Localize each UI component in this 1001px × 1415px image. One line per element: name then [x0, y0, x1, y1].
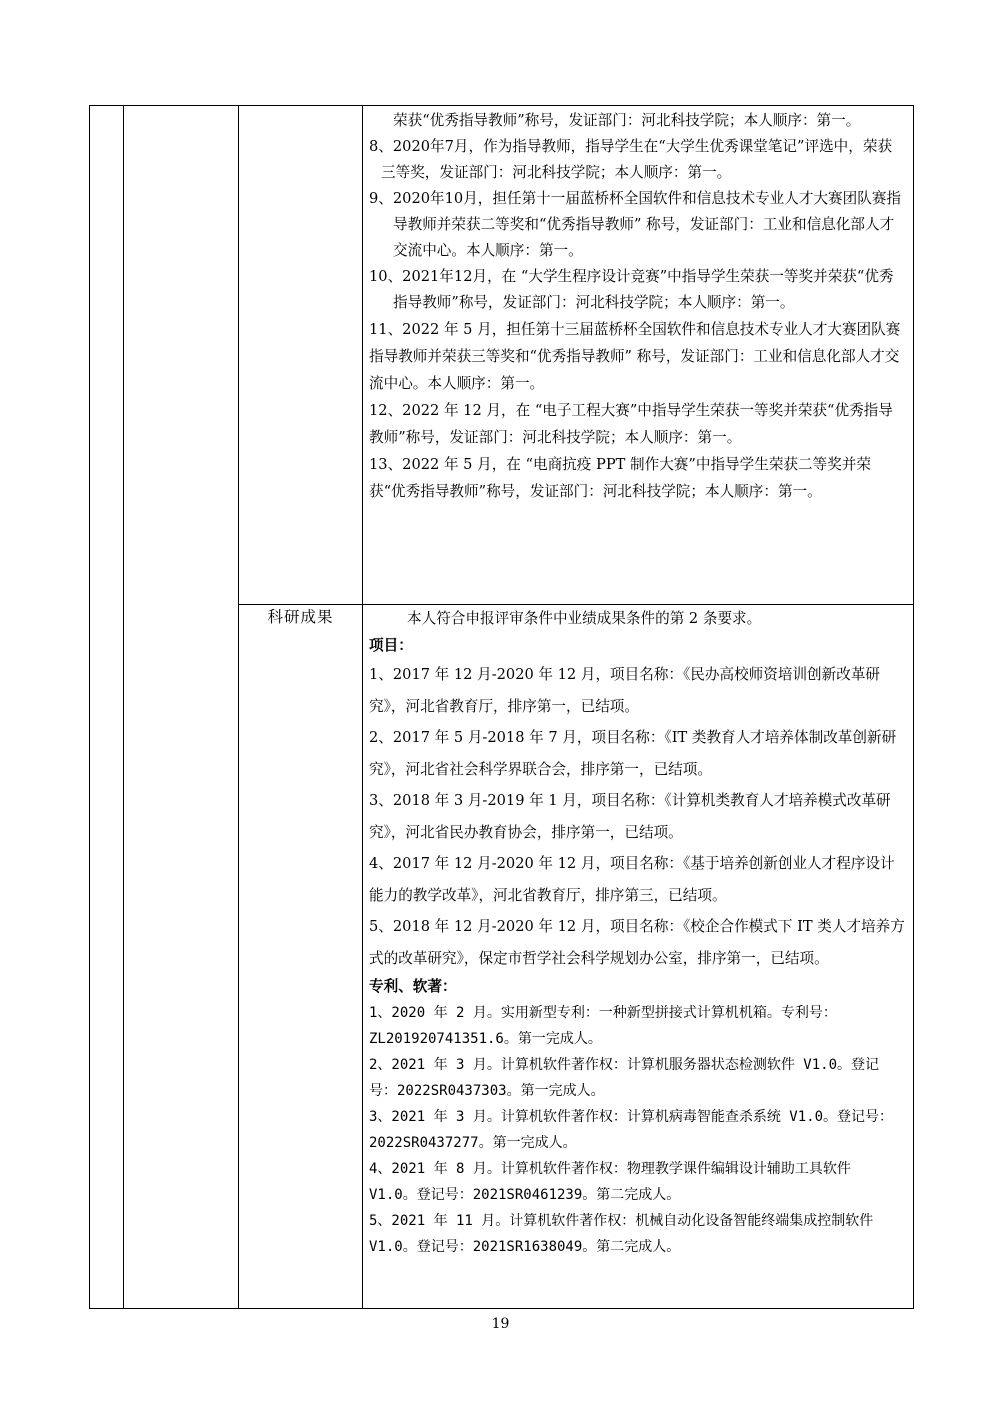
patent-item-5: 5、2021 年 11 月。计算机软件著作权：机械自动化设备智能终端集成控制软件 V1.0。登记号：2021SR1638049。第二完成人。	[369, 1213, 874, 1255]
blank-column-2	[124, 106, 239, 1309]
research-content-cell	[363, 605, 914, 1309]
awards-list	[363, 106, 913, 509]
project-item-3: 3、2018 年 3 月-2019 年 1 月，项目名称：《计算机类教育人才培养模式改革研究》，河北省民办教育协会，排序第一，已结项。	[369, 792, 891, 841]
project-item-4: 4、2017 年 12 月-2020 年 12 月，项目名称：《基于培养创新创业人才程序设计能力的教学改革》，河北省教育厅，排序第三，已结项。	[369, 855, 895, 904]
blank-column-1	[90, 106, 124, 1309]
patents-heading: 专利、软著：	[369, 978, 457, 995]
award-item-10: 10、2021年12月，在 “大学生程序设计竞赛”中指导学生荣获一等奖并荣获“优秀指导教师”称号，发证部门：河北科技学院；本人顺序：第一。	[369, 268, 894, 311]
page-number: 19	[491, 1316, 510, 1332]
awards-content-cell	[363, 106, 914, 605]
project-item-2: 2、2017 年 5 月-2018 年 7 月，项目名称：《IT 类教育人才培养体制改革创新研究》，河北省社会科学界联合会，排序第一，已结项。	[369, 729, 897, 778]
award-item-8: 8、2020年7月，作为指导教师，指导学生在“大学生优秀课堂笔记”评选中，荣获三等奖，发证部门：河北科技学院；本人顺序：第一。	[369, 138, 893, 181]
research-intro: 本人符合申报评审条件中业绩成果条件的第 2 条要求。	[407, 610, 762, 627]
research-content	[363, 605, 913, 1260]
award-item-12: 12、2022 年 12 月，在 “电子工程大赛”中指导学生荣获一等奖并荣获“优秀指导教师”称号，发证部门：河北科技学院；本人顺序：第一。	[369, 402, 893, 446]
awards-row	[90, 106, 914, 605]
research-label-cell	[239, 605, 363, 1309]
research-label: 科研成果	[267, 608, 334, 626]
awards-label-cell	[239, 106, 363, 605]
award-item-9: 9、2020年10月，担任第十一届蓝桥杯全国软件和信息技术专业人才大赛团队赛指导教师并荣获二等奖和“优秀指导教师” 称号，发证部门：工业和信息化部人才交流中心。本人顺序：第一。	[369, 190, 902, 259]
patent-item-4: 4、2021 年 8 月。计算机软件著作权：物理教学课件编辑设计辅助工具软件 V1.0。登记号：2021SR0461239。第二完成人。	[369, 1161, 851, 1203]
patent-item-1: 1、2020 年 2 月。实用新型专利：一种新型拼接式计算机机箱。专利号：ZL201920741351.6。第一完成人。	[369, 1005, 837, 1047]
award-item-11: 11、2022 年 5 月，担任第十三届蓝桥杯全国软件和信息技术专业人才大赛团队赛指导教师并荣获三等奖和“优秀指导教师” 称号，发证部门：工业和信息化部人才交流中心。本人顺序：第一。	[369, 321, 901, 392]
patent-item-2: 2、2021 年 3 月。计算机软件著作权：计算机服务器状态检测软件 V1.0。登记号：2022SR0437303。第一完成人。	[369, 1057, 880, 1099]
award-item-13: 13、2022 年 5 月，在 “电商抗疫 PPT 制作大赛”中指导学生荣获二等奖并荣获“优秀指导教师”称号，发证部门：河北科技学院；本人顺序：第一。	[369, 456, 871, 500]
award-item-continued: 荣获“优秀指导教师”称号，发证部门：河北科技学院；本人顺序：第一。	[393, 112, 861, 129]
record-table	[89, 105, 914, 1309]
projects-heading: 项目：	[369, 637, 413, 654]
project-item-5: 5、2018 年 12 月-2020 年 12 月，项目名称：《校企合作模式下 IT 类人才培养方式的改革研究》，保定市哲学社会科学规划办公室，排序第一，已结项。	[369, 918, 905, 967]
project-item-1: 1、2017 年 12 月-2020 年 12 月，项目名称：《民办高校师资培训创新改革研究》，河北省教育厅，排序第一，已结项。	[369, 666, 881, 715]
patent-item-3: 3、2021 年 3 月。计算机软件著作权：计算机病毒智能查杀系统 V1.0。登记号：2022SR0437277。第一完成人。	[369, 1109, 894, 1151]
